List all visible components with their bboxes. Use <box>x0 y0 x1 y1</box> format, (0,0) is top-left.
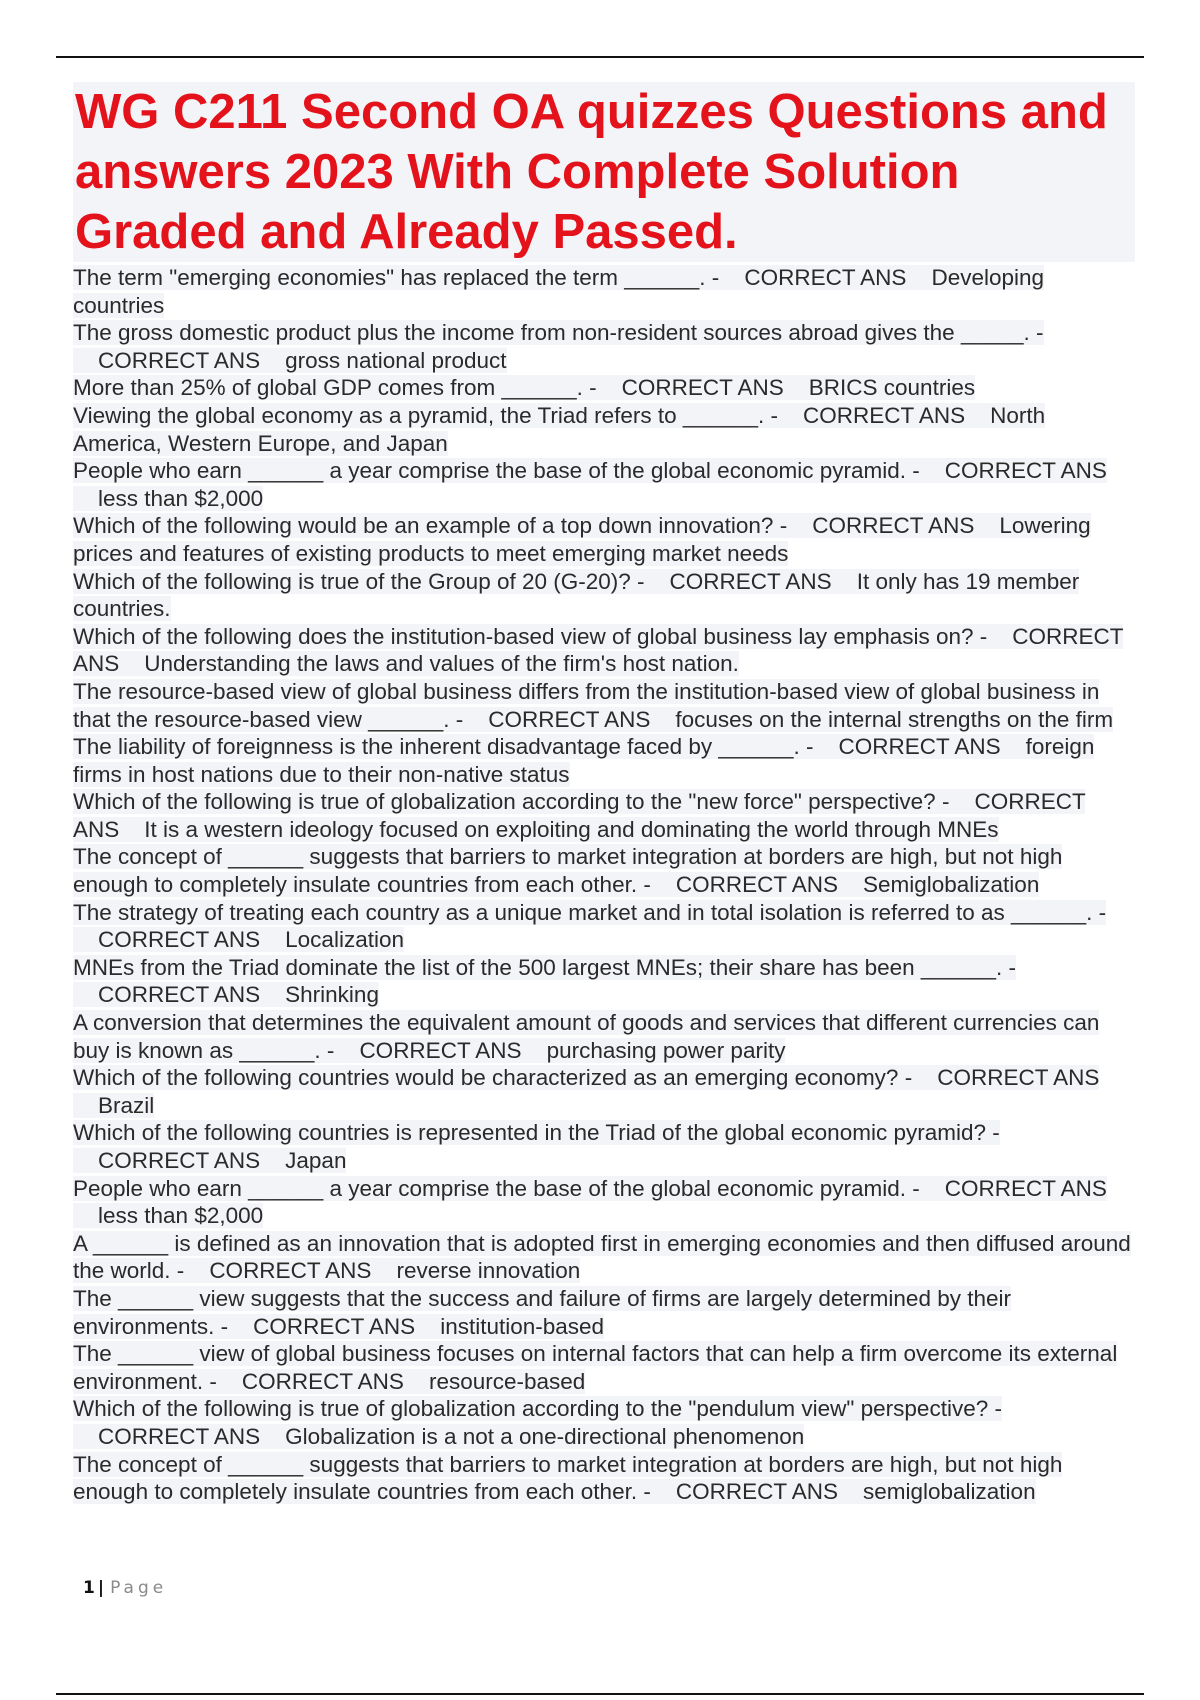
question-text: Which of the following is true of globalization according to the "new force" perspective? - <box>73 789 950 815</box>
spacer <box>73 982 98 1007</box>
page-footer <box>83 1578 167 1598</box>
qa-item <box>73 843 1135 898</box>
correct-answer-marker: CORRECT ANS <box>944 458 1107 484</box>
qa-item <box>73 1451 1135 1506</box>
qa-text <box>73 1231 1131 1284</box>
answer-text: gross national product <box>285 347 507 373</box>
qa-text <box>73 458 1107 511</box>
qa-text <box>73 1120 1000 1173</box>
footer-separator: | <box>97 1578 105 1598</box>
qa-text <box>73 403 1045 456</box>
answer-text: Localization <box>285 927 404 953</box>
document-body <box>73 82 1135 1506</box>
spacer <box>1001 734 1026 759</box>
qa-item <box>73 733 1135 788</box>
spacer <box>838 1479 863 1504</box>
correct-answer-marker: CORRECT ANS <box>253 1313 416 1339</box>
question-text: People who earn ______ a year comprise the base of the global economic pyramid. - <box>73 458 920 484</box>
top-rule <box>56 56 1144 58</box>
correct-answer-marker: CORRECT ANS <box>98 347 261 373</box>
answer-text: foreign firms in host nations due to their non-native status <box>73 734 1095 787</box>
correct-answer-marker: CORRECT ANS <box>98 1148 261 1173</box>
spacer <box>119 651 144 676</box>
qa-item <box>73 899 1135 954</box>
spacer <box>650 707 675 732</box>
question-text: Which of the following is true of the Group of 20 (G-20)? - <box>73 568 645 594</box>
qa-text <box>73 1176 1107 1229</box>
qa-text <box>73 320 1044 373</box>
answer-text: BRICS countries <box>808 375 976 401</box>
spacer <box>778 403 803 428</box>
answer-text: resource-based <box>428 1368 586 1394</box>
spacer <box>906 265 931 290</box>
answer-text: Semiglobalization <box>862 872 1040 898</box>
correct-answer-marker: CORRECT ANS <box>209 1258 372 1284</box>
qa-item <box>73 264 1135 319</box>
question-text: Which of the following countries is represented in the Triad of the global economic pyramid? - <box>73 1120 1000 1146</box>
qa-text <box>73 679 1113 732</box>
correct-answer-marker: CORRECT ANS <box>669 568 832 594</box>
spacer <box>184 1258 209 1283</box>
qa-text <box>73 1341 1117 1394</box>
question-text: People who earn ______ a year comprise the base of the global economic pyramid. - <box>73 1175 920 1201</box>
spacer <box>784 375 809 400</box>
qa-text <box>73 624 1123 677</box>
answer-text: Shrinking <box>285 982 379 1008</box>
qa-item <box>73 512 1135 567</box>
correct-answer-marker: CORRECT ANS <box>241 1368 404 1394</box>
qa-text <box>73 375 975 400</box>
qa-text <box>73 734 1094 787</box>
document-title: WG C211 Second OA quizzes Questions and answers 2023 With Complete Solution Graded and Already Passed. <box>73 82 1135 262</box>
correct-answer-marker: CORRECT ANS <box>744 265 907 290</box>
spacer <box>260 1148 285 1173</box>
answer-text: It is a western ideology focused on exploiting and dominating the world through MNEs <box>144 816 999 842</box>
qa-text <box>73 513 1091 566</box>
spacer <box>73 486 98 511</box>
spacer <box>260 1424 285 1449</box>
qa-item <box>73 678 1135 733</box>
qa-text <box>73 789 1085 842</box>
question-text: Viewing the global economy as a pyramid, the Triad refers to ______. - <box>73 402 778 428</box>
spacer <box>73 1203 98 1228</box>
spacer <box>73 1093 98 1118</box>
spacer <box>920 1176 945 1201</box>
answer-text: Lowering prices and features of existing products to meet emerging market needs <box>73 513 1091 566</box>
spacer <box>965 403 990 428</box>
qa-item <box>73 1119 1135 1174</box>
spacer <box>73 1148 98 1173</box>
qa-text <box>73 1452 1062 1505</box>
qa-text <box>73 844 1062 897</box>
question-text: The ______ view of global business focuses on internal factors that can help a firm overcome its external environment. - <box>73 1341 1118 1394</box>
answer-text: focuses on the internal strengths on the firm <box>675 706 1114 732</box>
spacer <box>838 872 863 897</box>
correct-answer-marker: CORRECT ANS <box>621 375 784 401</box>
qa-item <box>73 1230 1135 1285</box>
question-text: Which of the following is true of globalization according to the "pendulum view" perspective? - <box>73 1396 1002 1422</box>
spacer <box>73 927 98 952</box>
spacer <box>260 927 285 952</box>
spacer <box>813 734 838 759</box>
qa-text <box>73 265 1044 318</box>
answer-text: reverse innovation <box>396 1258 581 1284</box>
qa-item <box>73 402 1135 457</box>
qa-text <box>73 955 1016 1008</box>
spacer <box>832 569 857 594</box>
question-text: A conversion that determines the equivalent amount of goods and services that different currencies can buy is known as ______. - <box>73 1010 1100 1063</box>
correct-answer-marker: CORRECT ANS <box>675 872 838 898</box>
spacer <box>73 348 98 373</box>
qa-item <box>73 788 1135 843</box>
qa-list <box>73 264 1135 1506</box>
correct-answer-marker: CORRECT ANS <box>73 623 1124 677</box>
qa-item <box>73 1340 1135 1395</box>
spacer <box>415 1314 440 1339</box>
question-text: The concept of ______ suggests that barriers to market integration at borders are high, but not high enough to completely insulate countries from each other. - <box>73 844 1063 898</box>
question-text: Which of the following countries would be characterized as an emerging economy? - <box>73 1065 913 1091</box>
spacer <box>974 513 999 538</box>
spacer <box>522 1038 547 1063</box>
spacer <box>228 1314 253 1339</box>
spacer <box>949 789 974 814</box>
qa-item <box>73 1009 1135 1064</box>
question-text: A ______ is defined as an innovation that is adopted first in emerging economies and then diffused around the world. - <box>73 1230 1131 1284</box>
spacer <box>463 707 488 732</box>
correct-answer-marker: CORRECT ANS <box>675 1479 838 1505</box>
qa-item <box>73 1285 1135 1340</box>
qa-text <box>73 900 1106 953</box>
answer-text: less than $2,000 <box>98 1203 264 1229</box>
spacer <box>217 1369 242 1394</box>
qa-item <box>73 374 1135 402</box>
spacer <box>404 1369 429 1394</box>
question-text: The concept of ______ suggests that barriers to market integration at borders are high, but not high enough to completely insulate countries from each other. - <box>73 1451 1063 1505</box>
qa-item <box>73 1175 1135 1230</box>
spacer <box>987 624 1012 649</box>
question-text: Which of the following would be an example of a top down innovation? - <box>73 513 788 539</box>
answer-text: institution-based <box>440 1313 605 1339</box>
question-text: MNEs from the Triad dominate the list of the 500 largest MNEs; their share has been ______. - <box>73 954 1016 980</box>
spacer <box>260 982 285 1007</box>
question-text: The ______ view suggests that the success and failure of firms are largely determined by their environments. - <box>73 1285 1011 1339</box>
question-text: Which of the following does the institution-based view of global business lay emphasis on? - <box>73 623 988 649</box>
spacer <box>260 348 285 373</box>
correct-answer-marker: CORRECT ANS <box>488 706 651 732</box>
spacer <box>73 1424 98 1449</box>
qa-text <box>73 569 1079 622</box>
correct-answer-marker: CORRECT ANS <box>98 927 261 953</box>
answer-text: Japan <box>285 1148 347 1173</box>
page-number: 1 <box>83 1578 95 1598</box>
answer-text: purchasing power parity <box>546 1037 786 1063</box>
qa-item <box>73 457 1135 512</box>
question-text: The term "emerging economies" has replaced the term ______. - <box>73 265 720 290</box>
qa-text <box>73 1065 1099 1118</box>
answer-text: Globalization is a not a one-directional phenomenon <box>285 1423 805 1449</box>
question-text: The liability of foreignness is the inherent disadvantage faced by ______. - <box>73 734 814 760</box>
answer-text: It only has 19 member countries. <box>73 568 1080 622</box>
spacer <box>371 1258 396 1283</box>
qa-item <box>73 954 1135 1009</box>
spacer <box>645 569 670 594</box>
qa-text <box>73 1396 1002 1449</box>
spacer <box>119 817 144 842</box>
qa-item <box>73 1395 1135 1450</box>
answer-text: Understanding the laws and values of the firm's host nation. <box>144 651 739 677</box>
qa-item <box>73 568 1135 623</box>
answer-text: Developing countries <box>73 265 1045 318</box>
answer-text: Brazil <box>98 1092 155 1118</box>
correct-answer-marker: CORRECT ANS <box>73 789 1086 842</box>
spacer <box>597 375 622 400</box>
correct-answer-marker: CORRECT ANS <box>944 1175 1107 1201</box>
qa-item <box>73 1064 1135 1119</box>
spacer <box>912 1065 937 1090</box>
spacer <box>719 265 744 290</box>
qa-item <box>73 319 1135 374</box>
page-label: Page <box>110 1578 168 1598</box>
question-text: The gross domestic product plus the income from non-resident sources abroad gives the _____. - <box>73 320 1044 346</box>
spacer <box>651 1479 676 1504</box>
spacer <box>651 872 676 897</box>
correct-answer-marker: CORRECT ANS <box>359 1037 522 1063</box>
qa-text <box>73 1010 1099 1063</box>
answer-text: semiglobalization <box>862 1479 1036 1505</box>
correct-answer-marker: CORRECT ANS <box>98 982 261 1008</box>
question-text: More than 25% of global GDP comes from ______. - <box>73 375 597 401</box>
question-text: The resource-based view of global business differs from the institution-based view of global business in that the resource-based view ______. - <box>73 678 1100 732</box>
correct-answer-marker: CORRECT ANS <box>812 513 975 539</box>
spacer <box>787 513 812 538</box>
qa-text <box>73 1286 1011 1339</box>
answer-text: less than $2,000 <box>98 485 264 511</box>
spacer <box>334 1038 359 1063</box>
correct-answer-marker: CORRECT ANS <box>838 734 1001 760</box>
spacer <box>920 458 945 483</box>
question-text: The strategy of treating each country as a unique market and in total isolation is referred to as ______. - <box>73 899 1107 925</box>
answer-text: North America, Western Europe, and Japan <box>73 402 1046 456</box>
bottom-rule <box>56 1693 1144 1695</box>
correct-answer-marker: CORRECT ANS <box>937 1065 1100 1091</box>
correct-answer-marker: CORRECT ANS <box>98 1423 261 1449</box>
correct-answer-marker: CORRECT ANS <box>803 402 966 428</box>
qa-item <box>73 623 1135 678</box>
